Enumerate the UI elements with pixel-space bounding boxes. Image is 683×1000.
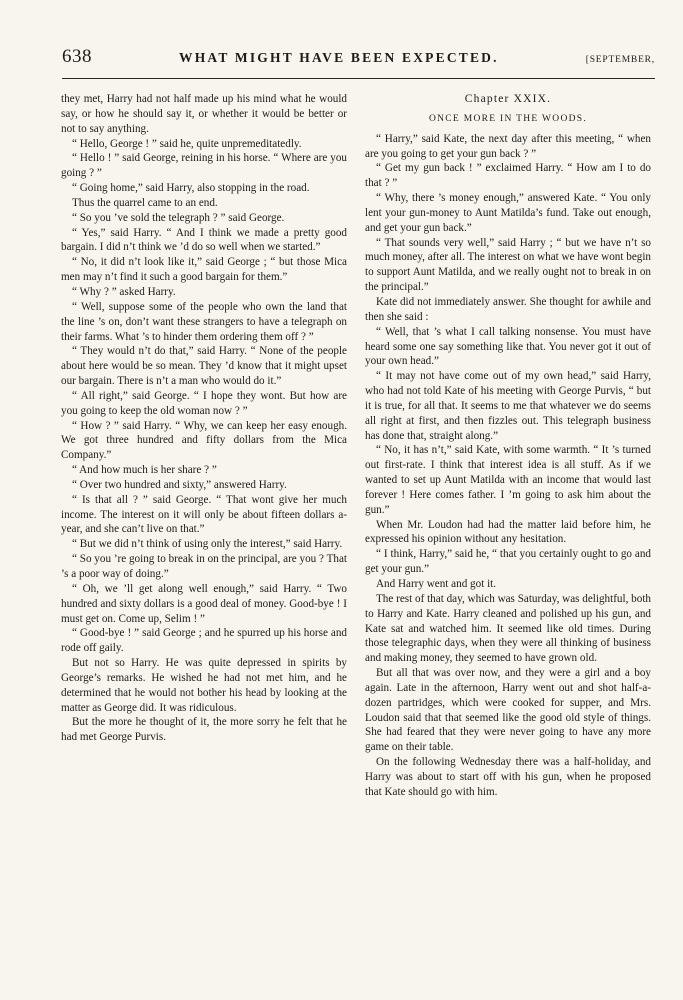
paragraph: “ Good-bye ! ” said George ; and he spurred up his horse and rode off gaily. — [61, 627, 347, 655]
right-column — [365, 92, 651, 800]
running-title: WHAT MIGHT HAVE BEEN EXPECTED. — [179, 50, 499, 65]
paragraph: they met, Harry had not half made up his mind what he would say, or how he should say it, or whether it would be better or not to say anything. — [61, 93, 347, 135]
paragraph: “ Is that all ? ” said George. “ That wont give her much income. The interest on it will only be about fifteen dollars a-year, and she can’t live on that.” — [61, 493, 347, 536]
paragraph: “ Get my gun back ! ” exclaimed Harry. “ How am I to do that ? ” — [365, 162, 651, 190]
paragraph: “ Yes,” said Harry. “ And I think we made a pretty good bargain. I did n’t think we ’d do so well when we started.” — [61, 226, 347, 254]
paragraph: But all that was over now, and they were a girl and a boy again. Late in the afternoon, Harry went out and shot half-a-dozen partridges, which were cooked for supper, and Mrs. Loudon said that that seemed like the good old style of things. She had feared that they were never going to have any more game on their table. — [365, 667, 651, 754]
left-column — [61, 92, 347, 745]
page-header — [62, 46, 655, 72]
paragraph: “ All right,” said George. “ I hope they wont. But how are you going to keep the old woman now ? ” — [61, 389, 347, 417]
issue-month: [SEPTEMBER, — [585, 55, 655, 65]
paragraph: The rest of that day, which was Saturday, was delightful, both to Harry and Kate. Harry cleaned and polished up his gun, and Kate sat and watched him. It seemed like old times. During those telegraphic days, when they were all thinking of business and making money, they seemed to have grown old. — [365, 592, 651, 665]
paragraph: “ Why, there ’s money enough,” answered Kate. “ You only lent your gun-money to Aunt Matilda’s fund. Take out enough, and get your gun back.” — [365, 192, 651, 234]
paragraph: But not so Harry. He was quite depressed in spirits by George’s remarks. He wished he had not met him, and he determined that he would not bother his head by looking at the matter as George did. It was ridiculous. — [61, 657, 347, 714]
paragraph: “ So you ’re going to break in on the principal, are you ? That ’s a poor way of doing.” — [61, 553, 347, 580]
paragraph: “ I think, Harry,” said he, “ that you certainly ought to go and get your gun.” — [365, 548, 651, 576]
paragraph: But the more he thought of it, the more sorry he felt that he had met George Purvis. — [61, 716, 347, 744]
paragraph: “ Harry,” said Kate, the next day after this meeting, “ when are you going to get your gun back ? ” — [365, 132, 651, 160]
paragraph: “ Going home,” said Harry, also stopping in the road. — [72, 182, 310, 195]
chapter-subtitle: ONCE MORE IN THE WOODS. — [428, 113, 588, 124]
paragraph: “ So you ’ve sold the telegraph ? ” said George. — [72, 211, 285, 224]
page-number: 638 — [62, 46, 92, 67]
paragraph: And Harry went and got it. — [376, 578, 497, 590]
paragraph: Thus the quarrel came to an end. — [72, 196, 218, 209]
header-rule — [62, 78, 655, 79]
paragraph: “ They would n’t do that,” said Harry. “ None of the people about here would be so mean. They ’d know that it might upset our bargain. There is n’t a man who would do it.” — [61, 345, 347, 388]
paragraph: “ Hello ! ” said George, reining in his horse. “ Where are you going ? ” — [61, 152, 347, 180]
paragraph: “ Over two hundred and sixty,” answered Harry. — [72, 478, 287, 491]
paragraph: “ Why ? ” asked Harry. — [72, 285, 176, 298]
paragraph: “ But we did n’t think of using only the interest,” said Harry. — [72, 538, 343, 551]
paragraph: “ No, it has n’t,” said Kate, with some warmth. “ It ’s turned out first-rate. I think that interest idea is all stuff. As if we wanted to set up Aunt Matilda with an income that would last forever ! Here comes father. I ’m going to ask him about the gun.” — [365, 444, 651, 516]
paragraph: “ How ? ” said Harry. “ Why, we can keep her easy enough. We got three hundred and fifty dollars from the Mica Company.” — [61, 419, 347, 462]
paragraph: “ And how much is her share ? ” — [72, 464, 217, 477]
paragraph: “ Well, suppose some of the people who own the land that the line ’s on, don’t want these strangers to have a telegraph on their farms. What ’s to hinder them ordering them off ? ” — [61, 300, 347, 343]
paragraph: On the following Wednesday there was a half-holiday, and Harry was about to start off with his gun, when he proposed that Kate should go with him. — [365, 756, 651, 798]
paragraph: “ No, it did n’t look like it,” said George ; “ but those Mica men may n’t find it such a good bargain for them.” — [61, 256, 347, 284]
chapter-title: Chapter XXIX. — [464, 93, 552, 105]
paragraph: “ That sounds very well,” said Harry ; “ but we have n’t so much money, after all. The interest on what we have wont begin to support Aunt Matilda, and we really ought not to break in on the principal.” — [365, 236, 651, 294]
paragraph: “ It may not have come out of my own head,” said Harry, who had not told Kate of his meeting with George Purvis, “ but it is true, for all that. It seems to me that whatever we do seems all right at first, and then fizzles out. This telegraph business has done that, straight along.” — [365, 370, 651, 442]
paragraph: “ Well, that ’s what I call talking nonsense. You must have heard some one say something like that. You never got it out of your own head.” — [365, 325, 651, 368]
paragraph: “ Hello, George ! ” said he, quite unpremeditatedly. — [72, 137, 302, 150]
paragraph: Kate did not immediately answer. She thought for awhile and then she said : — [365, 295, 651, 323]
paragraph: When Mr. Loudon had had the matter laid before him, he expressed his opinion without any hesitation. — [365, 518, 651, 546]
paragraph: “ Oh, we ’ll get along well enough,” said Harry. “ Two hundred and sixty dollars is a good deal of money. Good-bye ! I must get on. Come up, Selim ! ” — [61, 582, 347, 625]
